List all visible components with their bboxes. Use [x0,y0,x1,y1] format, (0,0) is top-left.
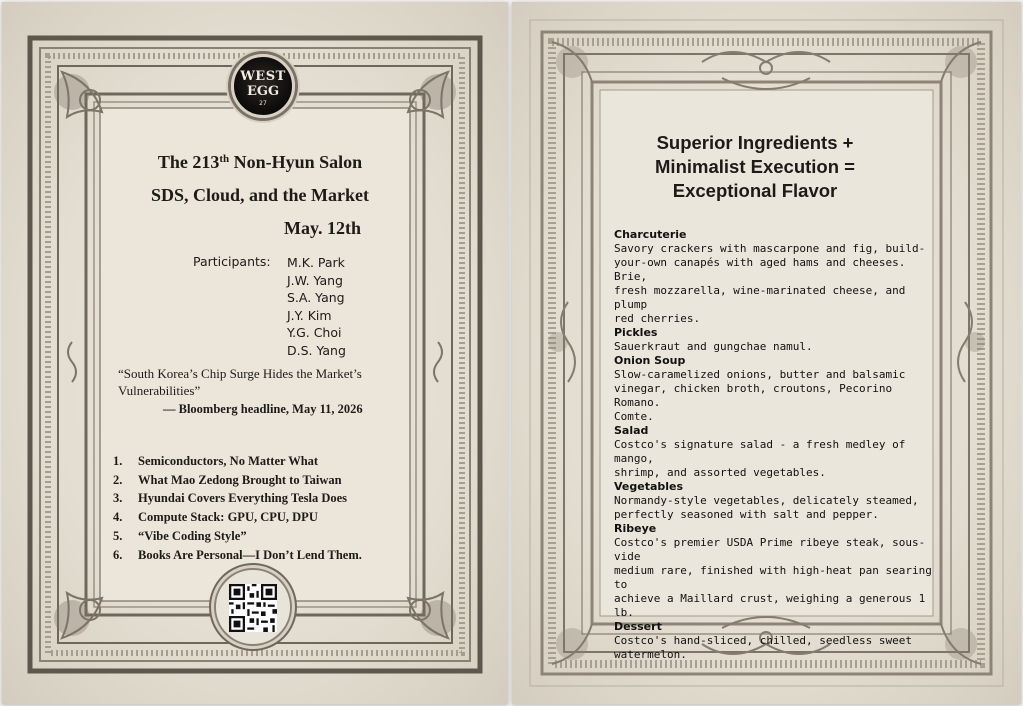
west-egg-logo: WEST EGG 27 [231,54,295,118]
menu-section-pickles: Pickles Sauerkraut and gungchae namul. [614,326,944,354]
salon-title: The 213th Non-Hyun Salon [157,152,363,172]
menu-category: Onion Soup [614,354,686,367]
participant-name: D.S. Yang [287,342,346,358]
topic-item: 1. Semiconductors, No Matter What [113,454,319,468]
menu-category: Salad [614,424,649,437]
menu-category: Dessert [614,620,662,633]
menu-category: Ribeye [614,522,657,535]
menu-section-vegetables: Vegetables Normandy-style vegetables, delicately steamed, perfectly seasoned with salt and pepper. [614,480,944,522]
menu-section-charcuterie: Charcuterie Savory crackers with mascarpone and fig, build- your-own canapés with aged hams and cheeses. Brie, fresh mozzarella, wine-marinated cheese, and plump red cherries. [614,228,944,326]
menu-list [614,228,944,662]
participant-name: S.A. Yang [287,290,345,305]
topic-item: 2. What Mao Zedong Brought to Taiwan [113,472,342,487]
menu-category: Pickles [614,326,658,339]
participant-name: Y.G. Choi [287,325,342,340]
menu-title: Superior Ingredients + Minimalist Execution = Exceptional Flavor [655,132,855,201]
menu-section-salad: Salad Costco's signature salad - a fresh medley of mango, shrimp, and assorted vegetables. [614,424,944,480]
topic-item: 3. Hyundai Covers Everything Tesla Does [113,491,348,506]
participant-name: J.W. Yang [287,272,343,288]
participant-name: M.K. Park [287,255,345,270]
menu-category: Vegetables [614,480,684,493]
participants-list [287,254,346,359]
menu-category: Charcuterie [614,228,687,241]
quote-attribution: — Bloomberg headline, May 11, 2026 [163,402,363,416]
topics-list [113,452,362,564]
topic-item: 5. “Vibe Coding Style” [113,528,247,543]
participant-name: J.Y. Kim [287,307,332,323]
qr-code-icon[interactable] [229,584,277,632]
participants-label: Participants: [193,254,271,269]
headline-quote: “South Korea’s Chip Surge Hides the Market’s Vulnerabilities” [118,366,362,398]
menu-section-onion-soup: Onion Soup Slow-caramelized onions, butter and balsamic vinegar, chicken broth, croutons, Pecorino Romano. Comte. [614,354,944,424]
event-date: May. 12th [284,218,362,238]
topic-item: 4. Compute Stack: GPU, CPU, DPU [113,510,318,525]
menu-section-dessert: Dessert Costco's hand-sliced, chilled, seedless sweet watermelon. [614,620,944,662]
salon-subtitle: SDS, Cloud, and the Market [150,185,370,205]
menu-section-ribeye: Ribeye Costco's premier USDA Prime ribeye steak, sous-vide medium rare, finished with high-heat pan searing to achieve a Maillard crust, weighing a generous 1 lb. [614,522,944,620]
topic-item: 6. Books Are Personal—I Don’t Lend Them. [113,547,362,562]
